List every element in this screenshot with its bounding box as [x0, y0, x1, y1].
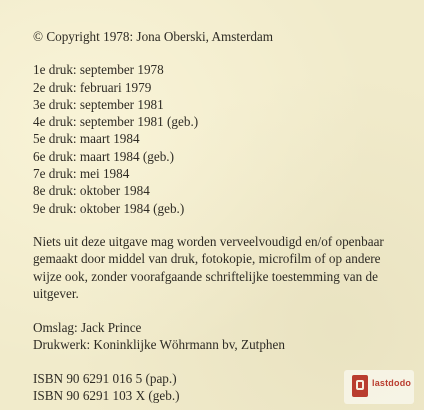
- spacer: [33, 302, 413, 319]
- watermark-logo-icon: [352, 375, 368, 397]
- edition-line: 2e druk: februari 1979: [33, 79, 152, 95]
- printer-credit: Drukwerk: Koninklijke Wöhrmann bv, Zutphen: [33, 337, 285, 353]
- watermark-label: lastdodo: [372, 378, 412, 388]
- isbn-line: ISBN 90 6291 103 X (geb.): [33, 388, 180, 404]
- rights-notice: [33, 233, 413, 302]
- edition-line: 8e druk: oktober 1984: [33, 183, 150, 199]
- cover-credit: Omslag: Jack Prince: [33, 320, 142, 336]
- edition-list: [33, 61, 413, 217]
- copyright-line: © Copyright 1978: Jona Oberski, Amsterdam: [33, 29, 274, 44]
- edition-line: 6e druk: maart 1984 (geb.): [33, 148, 174, 164]
- rights-line: Niets uit deze uitgave mag worden verveelvoudigd en/of openbaar: [33, 233, 384, 249]
- watermark-badge: [344, 370, 414, 404]
- spacer: [33, 354, 413, 370]
- colophon-page: [33, 28, 413, 404]
- rights-line: gemaakt door middel van druk, fotokopie, microfilm of op andere: [33, 251, 381, 267]
- spacer: [33, 217, 413, 233]
- spacer: [33, 45, 413, 61]
- edition-line: 4e druk: september 1981 (geb.): [33, 114, 199, 130]
- edition-line: 5e druk: maart 1984: [33, 131, 140, 147]
- rights-line: uitgever.: [33, 285, 79, 301]
- edition-line: 3e druk: september 1981: [33, 96, 164, 112]
- isbn-line: ISBN 90 6291 016 5 (pap.): [33, 370, 177, 386]
- edition-line: 1e druk: september 1978: [33, 62, 164, 78]
- rights-line: wijze ook, zonder voorafgaande schriftelijke toestemming van de: [33, 268, 378, 284]
- edition-line: 7e druk: mei 1984: [33, 166, 130, 182]
- edition-line: 9e druk: oktober 1984 (geb.): [33, 200, 185, 216]
